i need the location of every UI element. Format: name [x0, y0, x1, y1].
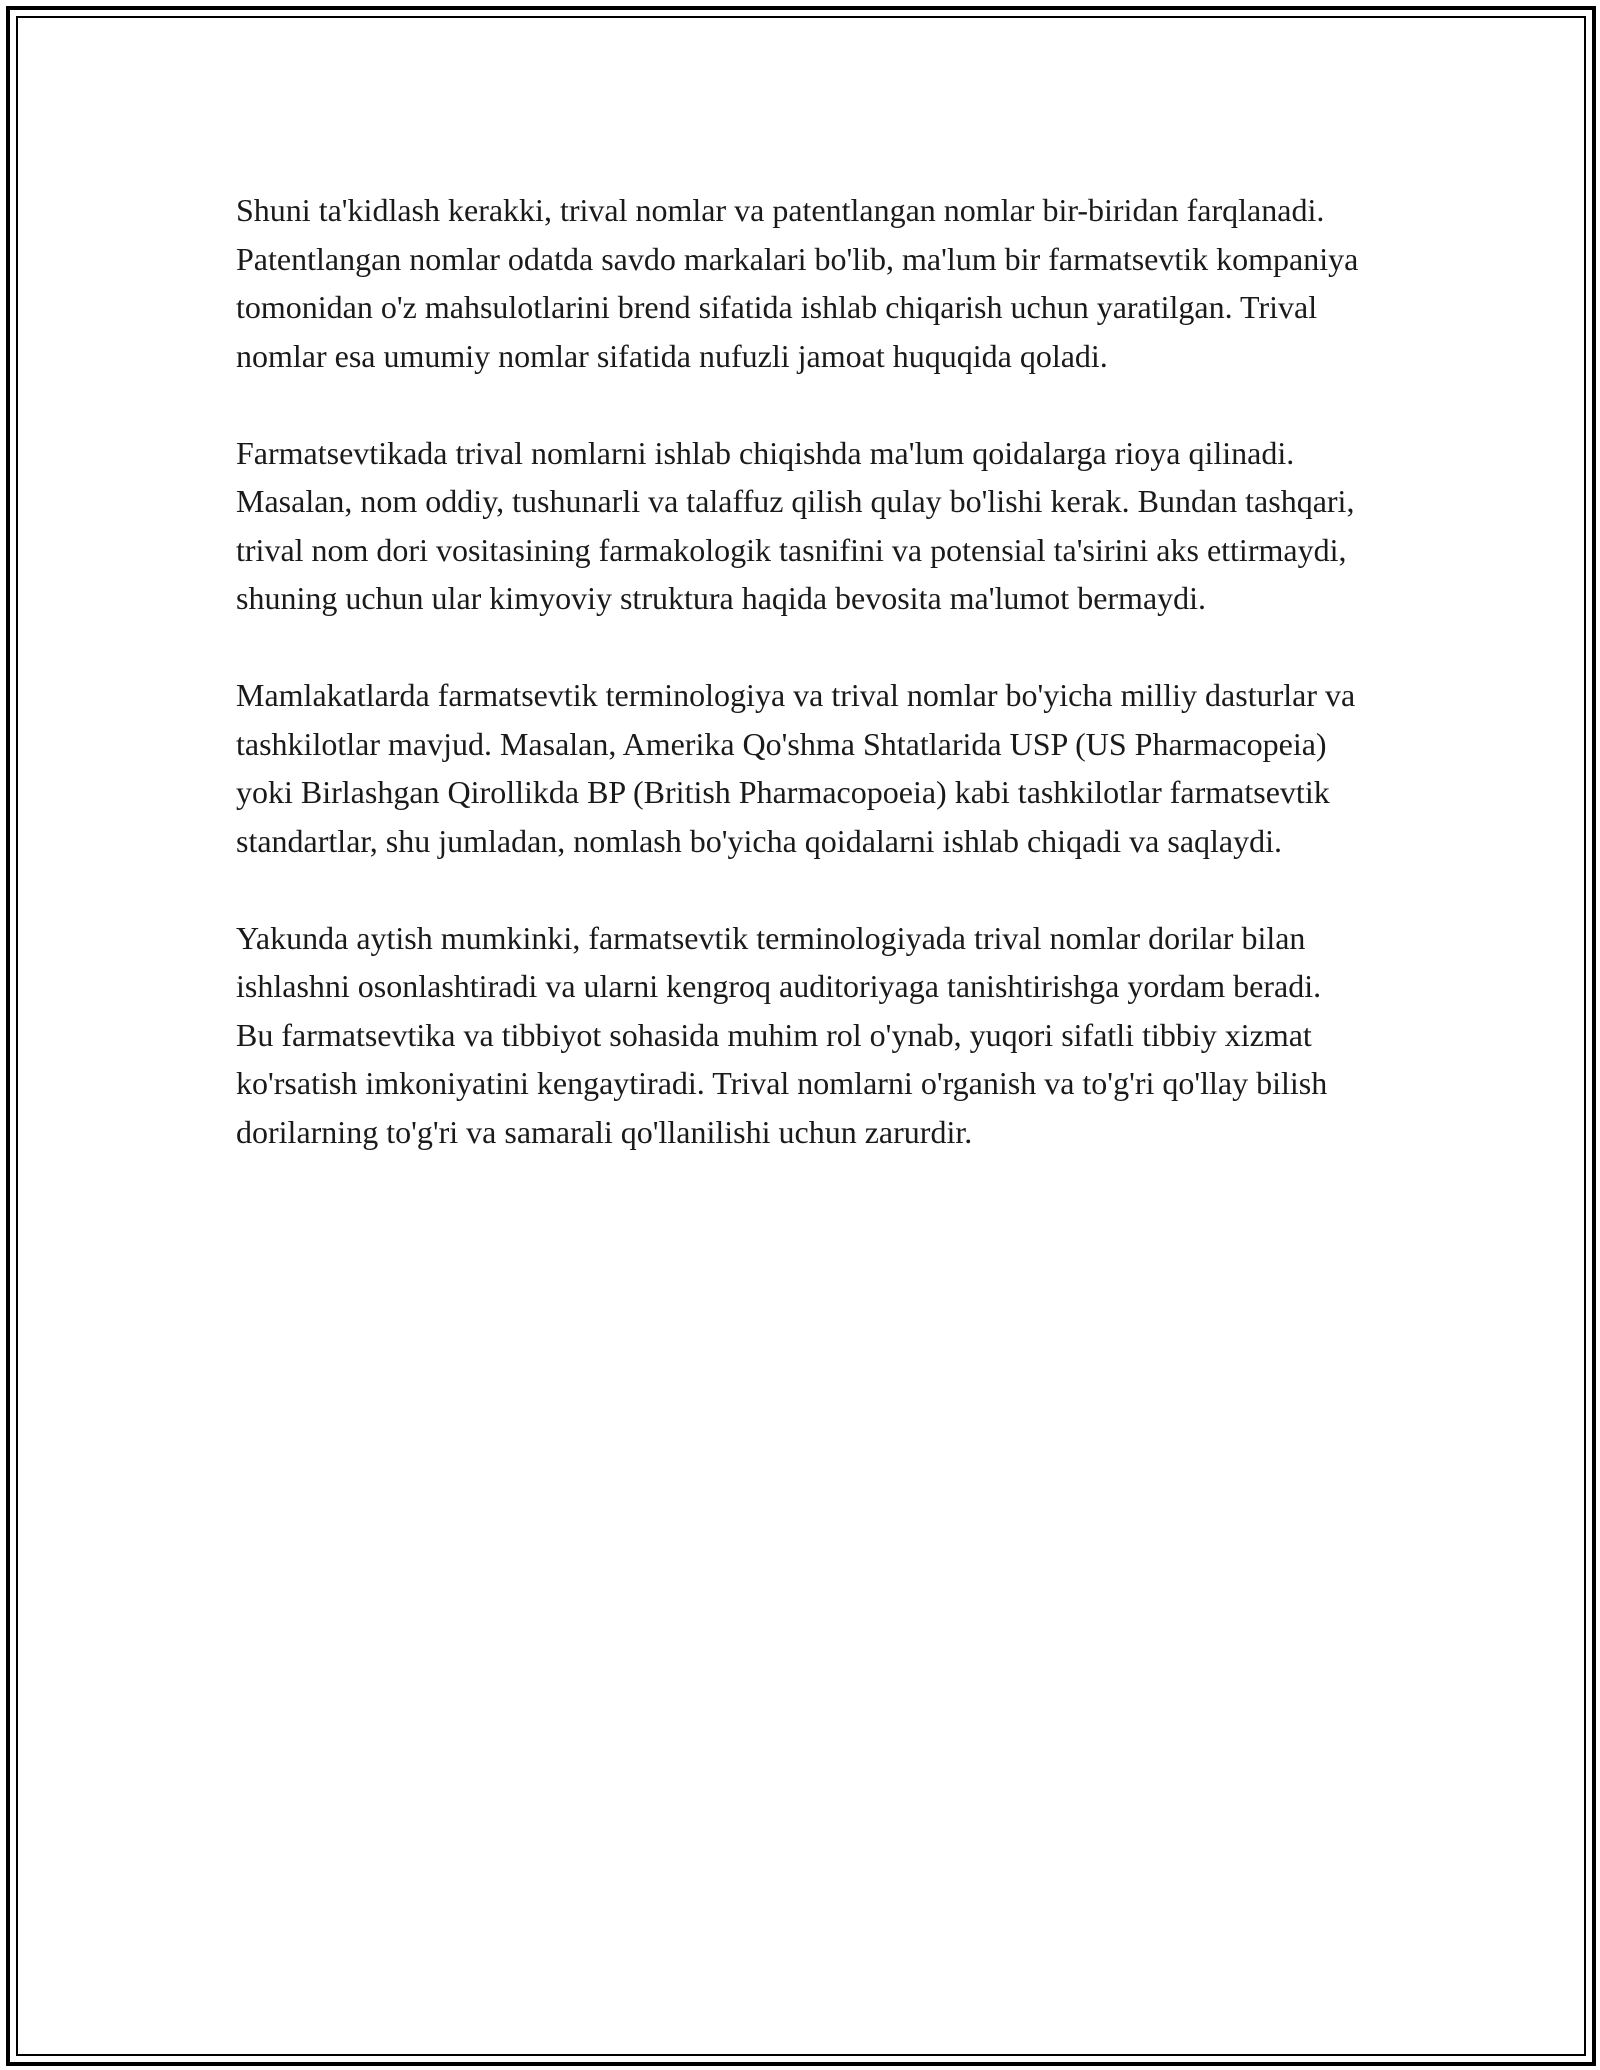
- paragraph-1: Shuni ta'kidlash kerakki, trival nomlar va patentlangan nomlar bir-biridan farqlanadi. Patentlangan nomlar odatda savdo markalari bo'lib, ma'lum bir farmatsevtik kompaniya tomonidan o'z mahsulotlarini brend sifatida ishlab chiqarish uchun yaratilgan. Trival nomlar esa umumiy nomlar sifatida nufuzli jamoat huquqida qoladi.: [236, 192, 1359, 374]
- paragraph-3: Mamlakatlarda farmatsevtik terminologiya va trival nomlar bo'yicha milliy dasturlar va tashkilotlar mavjud. Masalan, Amerika Qo'shma Shtatlarida USP (US Pharmacopeia) yoki Birlashgan Qirollikda BP (British Pharmacopoeia) kabi tashkilotlar farmatsevtik standartlar, shu jumladan, nomlash bo'yicha qoidalarni ishlab chiqadi va saqlaydi.: [236, 677, 1356, 859]
- document-body: [236, 186, 1366, 1205]
- paragraph-2: Farmatsevtikada trival nomlarni ishlab chiqishda ma'lum qoidalarga rioya qilinadi. Masalan, nom oddiy, tushunarli va talaffuz qilish qulay bo'lishi kerak. Bundan tashqari, trival nom dori vositasining farmakologik tasnifini va potensial ta'sirini aks ettirmaydi, shuning uchun ular kimyoviy struktura haqida bevosita ma'lumot bermaydi.: [236, 434, 1355, 616]
- paragraph-4: Yakunda aytish mumkinki, farmatsevtik terminologiyada trival nomlar dorilar bilan ishlashni osonlashtiradi va ularni kengroq auditoriyaga tanishtirishga yordam beradi. Bu farmatsevtika va tibbiyot sohasida muhim rol o'ynab, yuqori sifatli tibbiy xizmat ko'rsatish imkoniyatini kengaytiradi. Trival nomlarni o'rganish va to'g'ri qo'llay bilish dorilarning to'g'ri va samarali qo'llanilishi uchun zarurdir.: [236, 919, 1328, 1150]
